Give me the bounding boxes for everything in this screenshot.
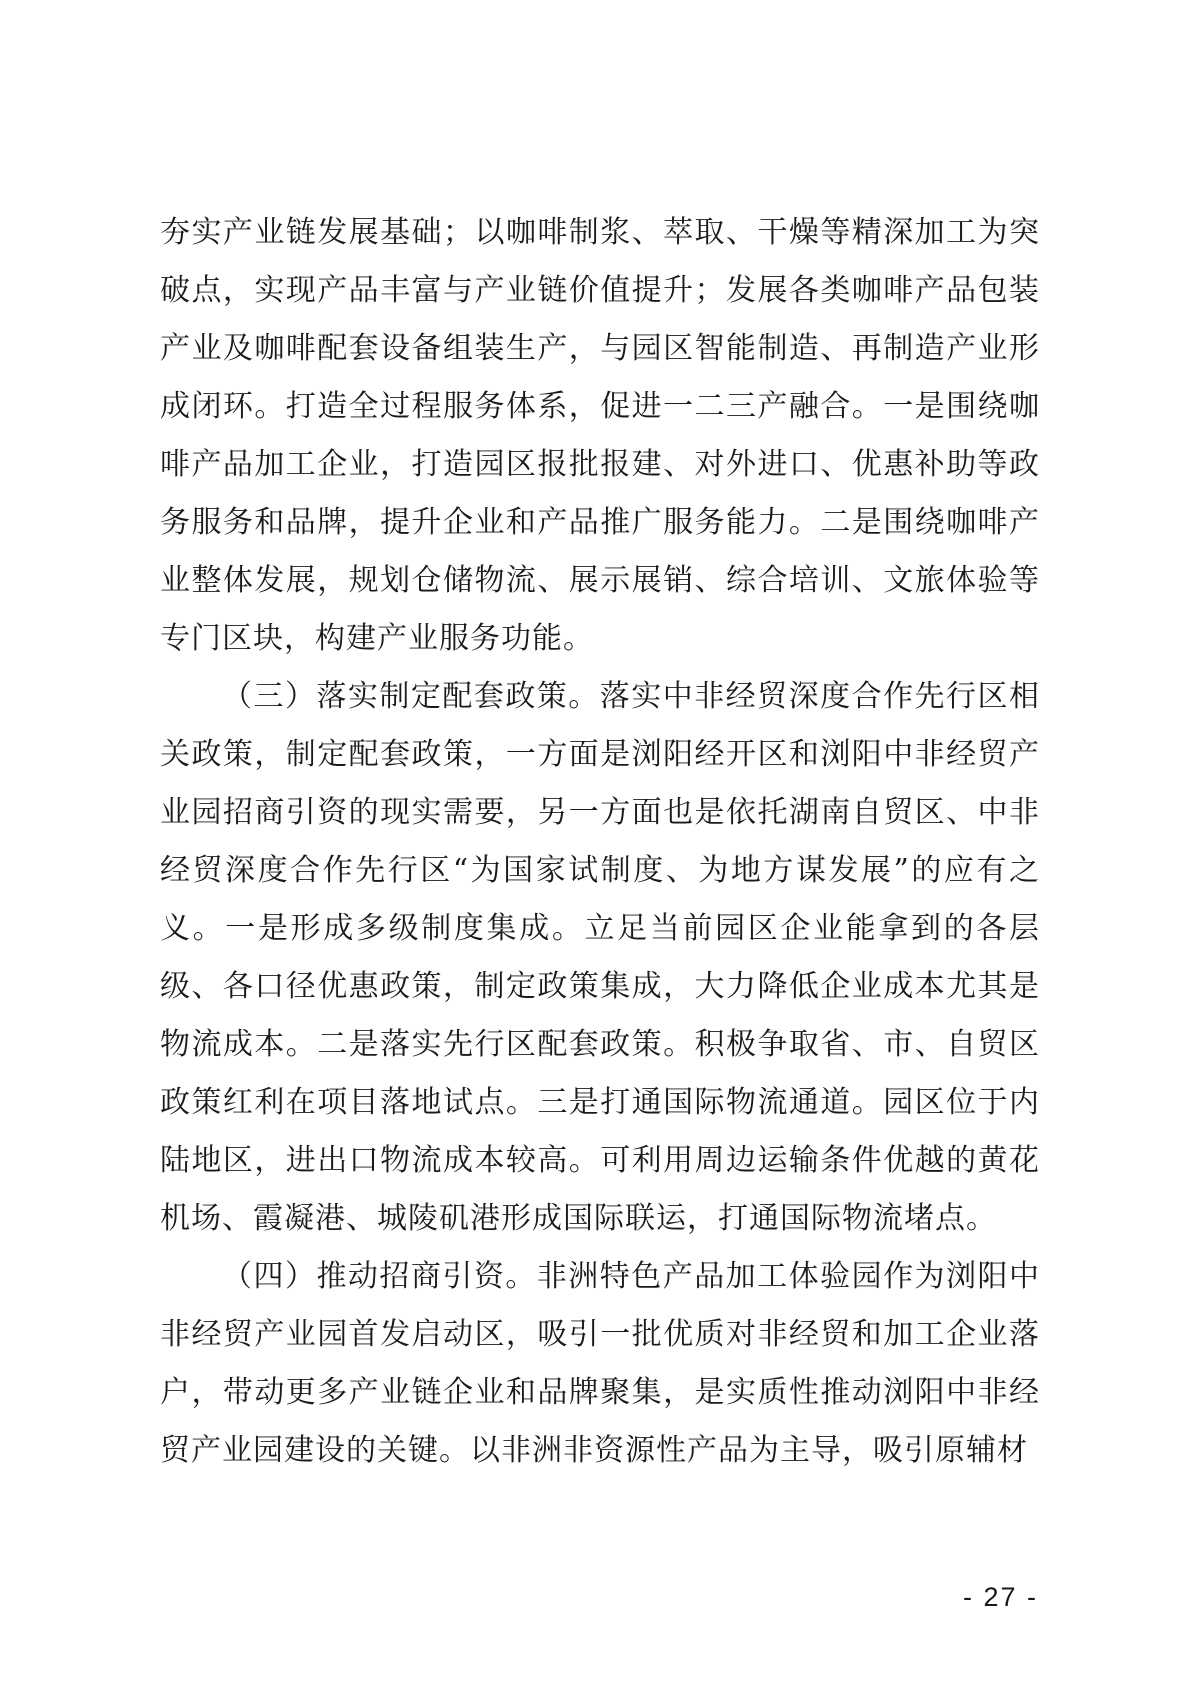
paragraph-investment-promotion: （四）推动招商引资。非洲特色产品加工体验园作为浏阳中非经贸产业园首发启动区，吸引一批优质对非经贸和加工企业落户，带动更多产业链企业和品牌聚集，是实质性推动浏阳中非经贸产业园建设的关键。以非洲非资源性产品为主导，吸引原辅材: [160, 1259, 1040, 1468]
page-number: - 27 -: [962, 1582, 1038, 1612]
paragraph-coffee-industry-chain: 夯实产业链发展基础；以咖啡制浆、萃取、干燥等精深加工为突破点，实现产品丰富与产业链价值提升；发展各类咖啡产品包装产业及咖啡配套设备组装生产，与园区智能制造、再制造产业形成闭环。打造全过程服务体系，促进一二三产融合。一是围绕咖啡产品加工企业，打造园区报批报建、对外进口、优惠补助等政务服务和品牌，提升企业和产品推广服务能力。二是围绕咖啡产业整体发展，规划仓储物流、展示展销、综合培训、文旅体验等专门区块，构建产业服务功能。: [160, 215, 1040, 656]
paragraph-supporting-policies: （三）落实制定配套政策。落实中非经贸深度合作先行区相关政策，制定配套政策，一方面是浏阳经开区和浏阳中非经贸产业园招商引资的现实需要，另一方面也是依托湖南自贸区、中非经贸深度合作先行区“为国家试制度、为地方谋发展”的应有之义。一是形成多级制度集成。立足当前园区企业能拿到的各层级、各口径优惠政策，制定政策集成，大力降低企业成本尤其是物流成本。二是落实先行区配套政策。积极争取省、市、自贸区政策红利在项目落地试点。三是打通国际物流通道。园区位于内陆地区，进出口物流成本较高。可利用周边运输条件优越的黄花机场、霞凝港、城陵矶港形成国际联运，打通国际物流堵点。: [160, 679, 1040, 1236]
body-text: [160, 204, 1040, 1480]
